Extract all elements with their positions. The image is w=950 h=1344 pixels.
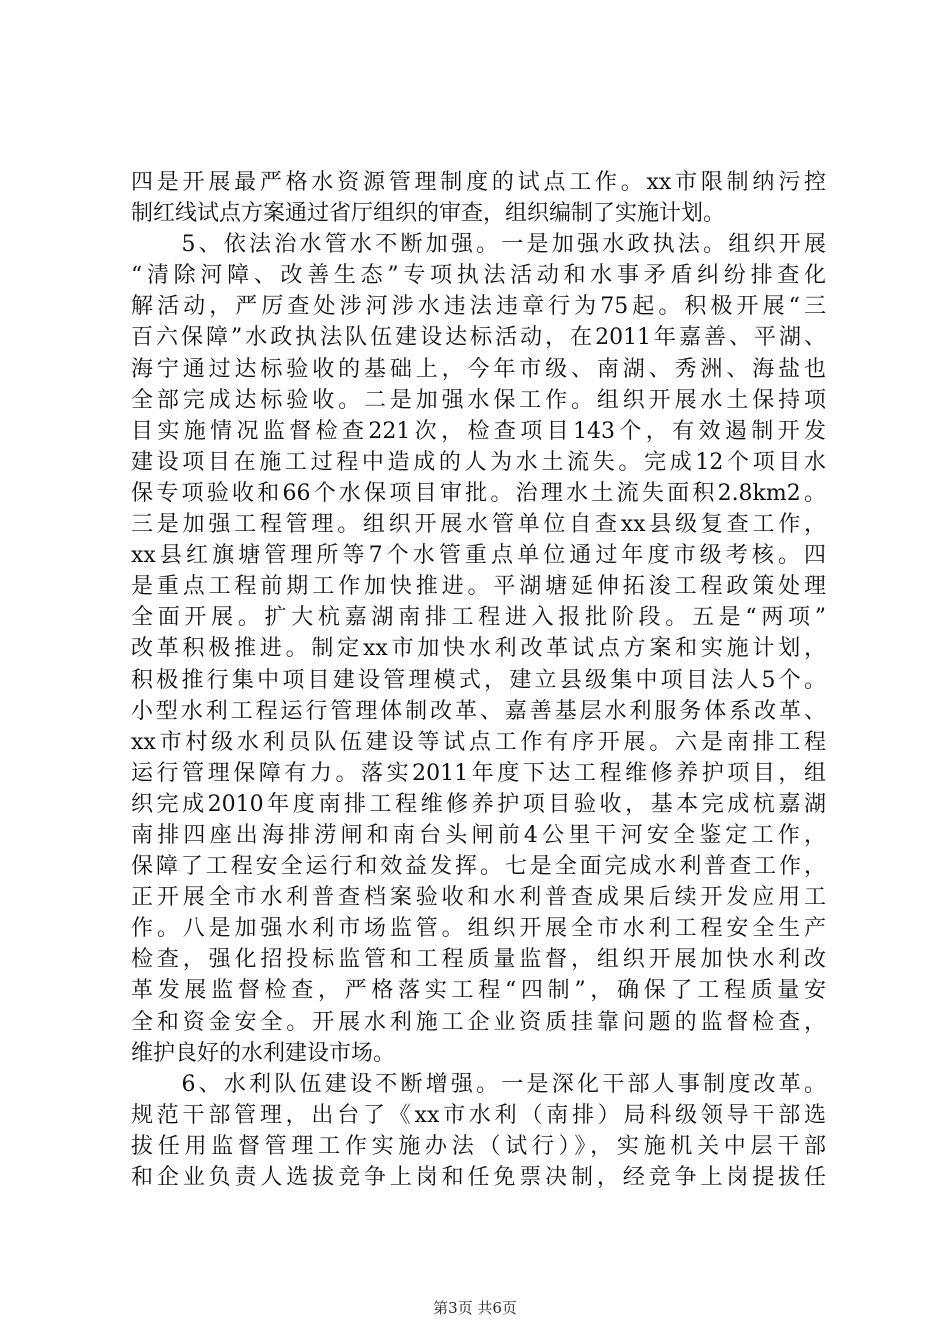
text-line: 解活动，严厉查处涉河涉水违法违章行为75起。积极开展“三 <box>131 294 826 320</box>
text-line: 改革积极推进。制定xx市加快水利改革试点方案和实施计划， <box>131 636 826 662</box>
text-line: 保障了工程安全运行和效益发挥。七是全面完成水利普查工作， <box>131 854 826 880</box>
text-line: 检查，强化招投标监管和工程质量监督，组织开展加快水利改 <box>131 947 826 973</box>
text-line: 百六保障”水政执法队伍建设达标活动，在2011年嘉善、平湖、 <box>131 325 826 351</box>
text-line: 规范干部管理，出台了《xx市水利（南排）局科级领导干部选 <box>131 1102 826 1128</box>
text-line: 海宁通过达标验收的基础上，今年市级、南湖、秀洲、海盐也 <box>131 356 826 382</box>
text-line: 和企业负责人选拔竞争上岗和任免票决制，经竞争上岗提拔任 <box>131 1165 826 1190</box>
text-line: 全和资金安全。开展水利施工企业资质挂靠问题的监督检查， <box>131 1009 826 1035</box>
text-line: 南排四座出海排涝闸和南台头闸前4公里干河安全鉴定工作， <box>131 822 826 848</box>
text-line: 拔任用监督管理工作实施办法（试行）》，实施机关中层干部 <box>131 1133 826 1159</box>
text-line: 5、依法治水管水不断加强。一是加强水政执法。组织开展 <box>131 232 826 258</box>
text-line: 全部完成达标验收。二是加强水保工作。组织开展水土保持项 <box>131 387 826 413</box>
text-line: 四是开展最严格水资源管理制度的试点工作。xx市限制纳污控 <box>131 170 826 195</box>
body-text <box>131 167 826 1193</box>
text-line: 三是加强工程管理。组织开展水管单位自查xx县级复查工作， <box>131 512 826 538</box>
text-line: 是重点工程前期工作加快推进。平湖塘延伸拓浚工程政策处理 <box>131 574 826 600</box>
text-line: 建设项目在施工过程中造成的人为水土流失。完成12个项目水 <box>131 449 826 475</box>
text-line: 织完成2010年度南排工程维修养护项目验收，基本完成杭嘉湖 <box>131 791 826 817</box>
page-footer: 第3页 共6页 <box>433 1299 517 1317</box>
text-line: 运行管理保障有力。落实2011年度下达工程维修养护项目，组 <box>131 760 826 786</box>
text-line: 小型水利工程运行管理体制改革、嘉善基层水利服务体系改革、 <box>131 698 826 724</box>
text-line: 维护良好的水利建设市场。 <box>131 1040 396 1066</box>
text-line: xx市村级水利员队伍建设等试点工作有序开展。六是南排工程 <box>131 729 826 755</box>
text-line: 正开展全市水利普查档案验收和水利普查成果后续开发应用工 <box>131 885 826 911</box>
text-line: “清除河障、改善生态”专项执法活动和水事矛盾纠纷排查化 <box>131 263 826 289</box>
text-line: 积极推行集中项目建设管理模式，建立县级集中项目法人5个。 <box>131 667 826 693</box>
text-line: 作。八是加强水利市场监管。组织开展全市水利工程安全生产 <box>131 916 826 942</box>
text-line: xx县红旗塘管理所等7个水管重点单位通过年度市级考核。四 <box>131 543 826 569</box>
text-line: 全面开展。扩大杭嘉湖南排工程进入报批阶段。五是“两项” <box>131 605 826 631</box>
text-line: 革发展监督检查，严格落实工程“四制”，确保了工程质量安 <box>131 978 826 1004</box>
text-line: 制红线试点方案通过省厅组织的审查，组织编制了实施计划。 <box>131 201 726 227</box>
text-line: 6、水利队伍建设不断增强。一是深化干部人事制度改革。 <box>131 1071 826 1097</box>
text-line: 保专项验收和66个水保项目审批。治理水土流失面积2.8km2。 <box>131 480 826 506</box>
text-line: 目实施情况监督检查221次，检查项目143个，有效遏制开发 <box>131 418 826 444</box>
